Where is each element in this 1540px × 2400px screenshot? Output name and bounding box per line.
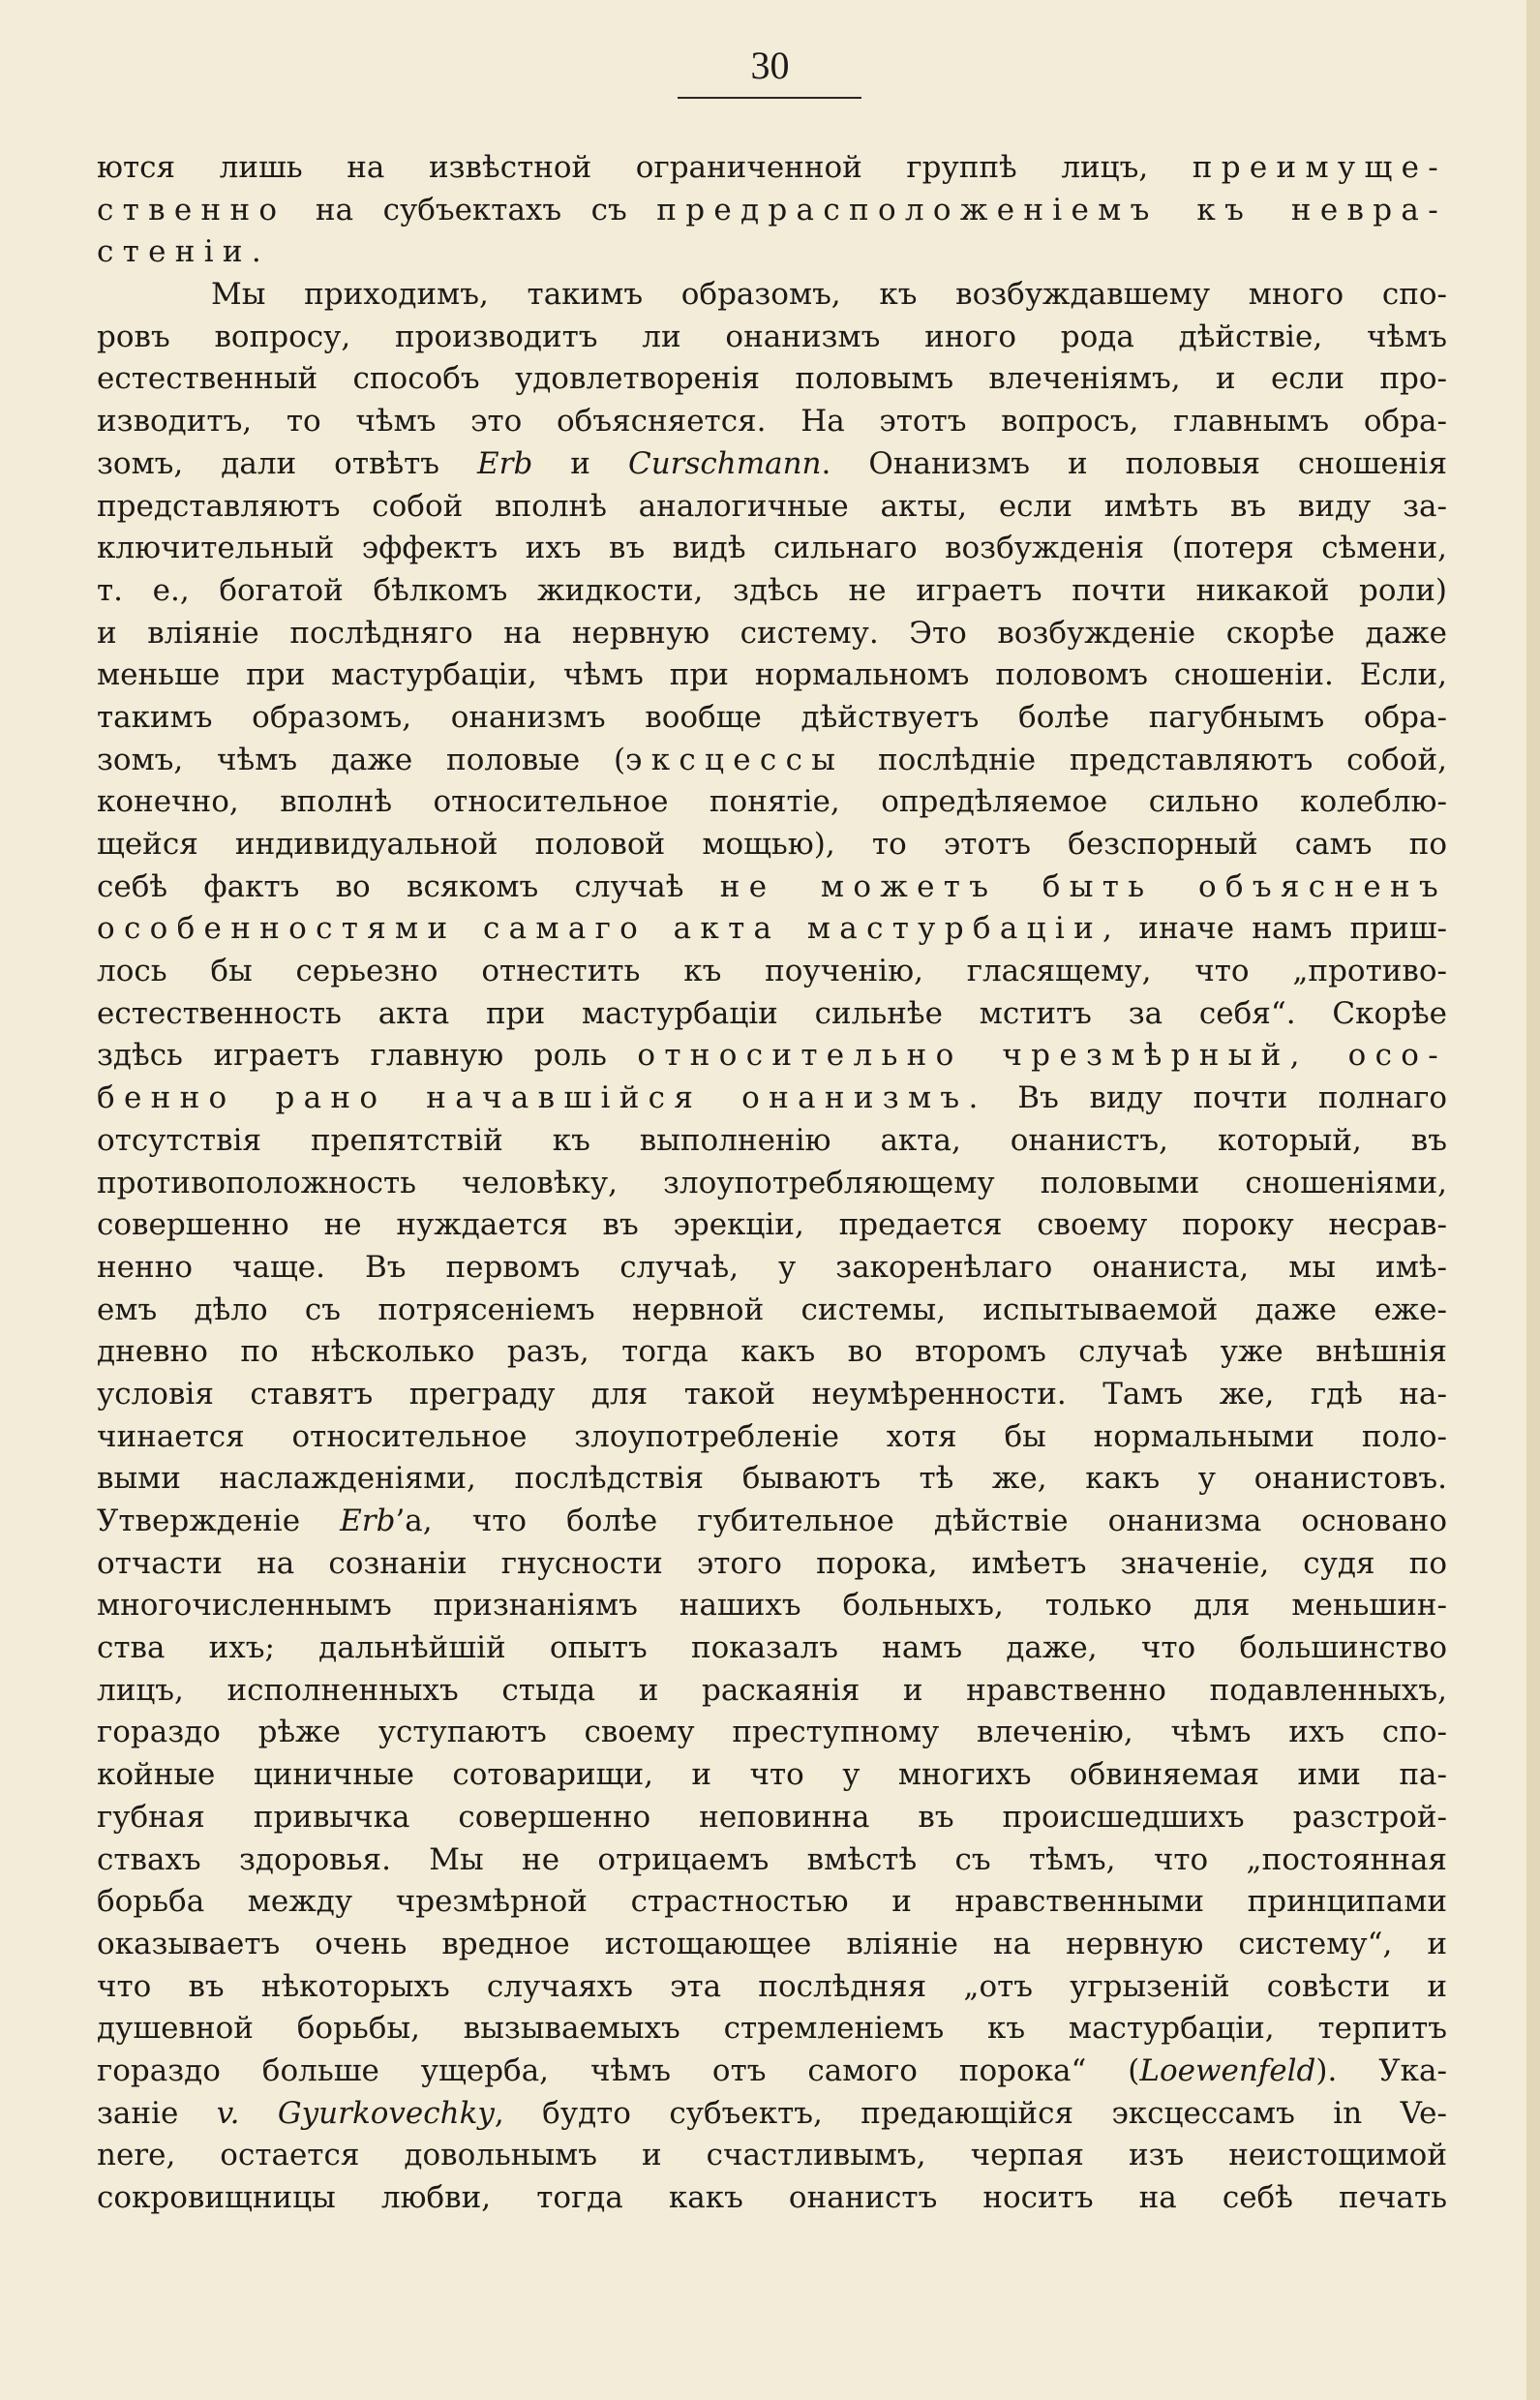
text-line <box>97 1374 1447 1416</box>
text-run: меньше при мастурбаціи, чѣмъ при нормальномъ половомъ сношеніи. Если, <box>97 657 1447 693</box>
spaced-emphasis: ственно <box>97 192 287 228</box>
italic-name: Loewenfeld <box>1139 2052 1316 2088</box>
header-rule <box>678 97 861 99</box>
text-line <box>97 781 1447 824</box>
text-run: противоположность человѣку, злоупотребляющему половыми сношеніями, <box>97 1165 1447 1200</box>
text-line <box>97 1712 1447 1754</box>
text-run: ’а, что болѣе губительное дѣйствіе онанизма основано <box>395 1504 1447 1538</box>
text-line <box>97 1754 1447 1797</box>
text-line <box>97 613 1447 655</box>
text-line <box>97 1966 1447 2009</box>
text-run: nere, остается довольнымъ и счастливымъ, черпая изъ неистощимой <box>97 2138 1447 2173</box>
text-run: совершенно не нуждается въ эрекціи, предается своему пороку несрав- <box>97 1207 1447 1243</box>
page-number: 30 <box>750 44 790 87</box>
text-run: . Онанизмъ и половыя сношенія <box>821 445 1447 481</box>
text-run: ключительный эффектъ ихъ въ видѣ сильнаго возбужденія (потеря сѣмени, <box>97 531 1447 566</box>
text-line <box>97 2177 1447 2220</box>
text-line <box>97 274 1447 317</box>
text-run: зомъ, чѣмъ даже половые ( <box>97 742 626 777</box>
text-run: оказываетъ очень вредное истощающее вліяніе на нервную систему“, и <box>97 1926 1447 1961</box>
text-run: т. е., богатой бѣлкомъ жидкости, здѣсь не играетъ почти никакой роли) <box>97 572 1447 608</box>
text-line <box>97 443 1447 486</box>
text-run: Мы приходимъ, такимъ образомъ, къ возбуждавшему много спо- <box>211 277 1447 313</box>
text-run: конечно, вполнѣ относительное понятіе, опредѣляемое сильно колеблю- <box>97 784 1447 820</box>
text-line <box>97 951 1447 993</box>
text-line <box>97 1670 1447 1713</box>
text-run: ). Ука- <box>1315 2052 1447 2088</box>
text-run: чинается относительное злоупотребленіе хотя бы нормальными поло- <box>97 1418 1447 1454</box>
text-run: емъ дѣло съ потрясеніемъ нервной системы, испытываемой даже еже- <box>97 1291 1447 1327</box>
text-line <box>97 1416 1447 1459</box>
spaced-emphasis: предрасположеніемъ къ невра- <box>656 192 1447 228</box>
text-line <box>97 1331 1447 1374</box>
text-line <box>97 2051 1447 2093</box>
text-run: иначе намъ приш- <box>1121 911 1447 947</box>
text-line <box>97 1797 1447 1839</box>
italic-name: Curschmann <box>627 445 822 481</box>
italic-name: v. Gyurkovechky <box>216 2095 495 2131</box>
text-run: ются лишь на извѣстной ограниченной группѣ лицъ, <box>97 150 1193 185</box>
text-run: ствахъ здоровья. Мы не отрицаемъ вмѣстѣ съ тѣмъ, что „постоянная <box>97 1841 1447 1877</box>
text-run: здѣсь играетъ главную роль <box>97 1038 638 1074</box>
text-line <box>97 824 1447 866</box>
italic-name: Erb <box>340 1504 396 1538</box>
text-run: душевной борьбы, вызываемыхъ стремленіемъ къ мастурбаціи, терпитъ <box>97 2011 1447 2047</box>
text-line <box>97 654 1447 697</box>
text-run: что въ нѣкоторыхъ случаяхъ эта послѣдняя „отъ угрызеній совѣсти и <box>97 1968 1447 2004</box>
text-line <box>97 866 1447 909</box>
text-run: губная привычка совершенно неповинна въ происшедшихъ разстрой- <box>97 1799 1447 1835</box>
text-line <box>97 740 1447 782</box>
text-run: ненно чаще. Въ первомъ случаѣ, у закоренѣлаго онаниста, мы имѣ- <box>97 1249 1447 1285</box>
text-line <box>97 317 1447 359</box>
text-run: условія ставятъ преграду для такой неумѣренности. Тамъ же, гдѣ на- <box>97 1376 1447 1412</box>
spaced-emphasis: стеніи. <box>97 234 271 270</box>
text-run: ровъ вопросу, производитъ ли онанизмъ иного рода дѣйствіе, чѣмъ <box>97 319 1447 354</box>
text-run: , будто субъектъ, предающійся эксцессамъ in Ve- <box>494 2095 1447 2131</box>
text-run: естественный способъ удовлетворенія половымъ влеченіямъ, и если про- <box>97 361 1447 397</box>
text-line <box>97 697 1447 740</box>
text-run: отсутствія препятствій къ выполненію акта, онанистъ, который, въ <box>97 1122 1447 1158</box>
text-run: на субъектахъ съ <box>286 192 657 228</box>
text-run: лось бы серьезно отнестить къ поученію, гласящему, что „противо- <box>97 954 1447 989</box>
italic-name: Erb <box>477 445 533 481</box>
text-line <box>97 1924 1447 1966</box>
text-line <box>97 1035 1447 1078</box>
text-run: ства ихъ; дальнѣйшій опытъ показалъ намъ даже, что большинство <box>97 1630 1447 1666</box>
text-line <box>97 1204 1447 1247</box>
text-line <box>97 908 1447 951</box>
text-line <box>97 1839 1447 1882</box>
text-run: дневно по нѣсколько разъ, тогда какъ во второмъ случаѣ уже внѣшнія <box>97 1334 1447 1370</box>
text-run: борьба между чрезмѣрной страстностью и нравственными принципами <box>97 1884 1447 1920</box>
text-run: такимъ образомъ, онанизмъ вообще дѣйствуетъ болѣе пагубнымъ обра- <box>97 699 1447 735</box>
text-line <box>97 486 1447 529</box>
text-run: щейся индивидуальной половой мощью), то этотъ безспорный самъ по <box>97 827 1447 862</box>
spaced-emphasis: эксцессы <box>625 742 845 777</box>
spaced-emphasis: бенно рано начавшійся онанизмъ. <box>97 1080 987 1116</box>
text-line <box>97 570 1447 613</box>
text-run: естественность акта при мастурбаціи сильнѣе мститъ за себя“. Скорѣе <box>97 995 1447 1031</box>
text-line <box>97 1543 1447 1586</box>
text-line <box>97 1501 1447 1543</box>
text-run: выми наслажденіями, послѣдствія бываютъ тѣ же, какъ у онанистовъ. <box>97 1461 1447 1497</box>
text-line <box>97 2135 1447 2177</box>
text-run: изводитъ, то чѣмъ это объясняется. На этотъ вопросъ, главнымъ обра- <box>97 404 1447 440</box>
text-line <box>97 1163 1447 1205</box>
text-line <box>97 1078 1447 1120</box>
spaced-emphasis: относительно чрезмѣрный, осо- <box>637 1038 1447 1074</box>
text-run: себѣ фактъ во всякомъ случаѣ <box>97 868 720 904</box>
text-line <box>97 147 1447 190</box>
text-run: койные циничные сотоварищи, и что у многихъ обвиняемая ими па- <box>97 1757 1447 1793</box>
text-line <box>97 358 1447 401</box>
text-run: заніе <box>97 2095 217 2131</box>
text-line <box>97 2008 1447 2051</box>
text-run: гораздо рѣже уступаютъ своему преступному влеченію, чѣмъ ихъ спо- <box>97 1715 1447 1750</box>
text-line <box>97 401 1447 443</box>
text-line <box>97 1458 1447 1501</box>
text-run: сокровищницы любви, тогда какъ онанистъ носитъ на себѣ печать <box>97 2180 1447 2215</box>
text-run: послѣдніе представляютъ собой, <box>844 742 1447 777</box>
text-line <box>97 1120 1447 1163</box>
spaced-emphasis: преимуще- <box>1192 150 1447 185</box>
text-run: и <box>532 445 628 481</box>
text-line <box>97 2093 1447 2136</box>
text-run: лицъ, исполненныхъ стыда и раскаянія и нравственно подавленныхъ, <box>97 1672 1447 1708</box>
text-line <box>97 528 1447 570</box>
spaced-emphasis: не можетъ быть объясненъ <box>719 868 1447 904</box>
text-line <box>97 231 1447 274</box>
text-line <box>97 1627 1447 1670</box>
text-run: гораздо больше ущерба, чѣмъ отъ самого порока“ ( <box>97 2052 1140 2088</box>
spaced-emphasis: особенностями самаго акта мастурбаціи, <box>97 911 1122 947</box>
text-run: Утвержденіе <box>97 1504 341 1538</box>
page-right-edge <box>1526 0 1540 2400</box>
text-line <box>97 1881 1447 1924</box>
text-run: и вліяніе послѣдняго на нервную систему. Это возбужденіе скорѣе даже <box>97 615 1447 651</box>
text-run: отчасти на сознаніи гнусности этого порока, имѣетъ значеніе, судя по <box>97 1545 1447 1581</box>
text-run: многочисленнымъ признаніямъ нашихъ больныхъ, только для меньшин- <box>97 1588 1447 1624</box>
text-line <box>97 1585 1447 1627</box>
text-run: зомъ, дали отвѣтъ <box>97 445 478 481</box>
text-line <box>97 1290 1447 1332</box>
text-line <box>97 190 1447 232</box>
text-run: представляютъ собой вполнѣ аналогичные акты, если имѣть въ виду за- <box>97 488 1447 524</box>
text-run: Въ виду почти полнаго <box>986 1080 1447 1116</box>
text-line <box>97 1247 1447 1290</box>
body-text <box>97 147 1447 2220</box>
text-line <box>97 993 1447 1036</box>
